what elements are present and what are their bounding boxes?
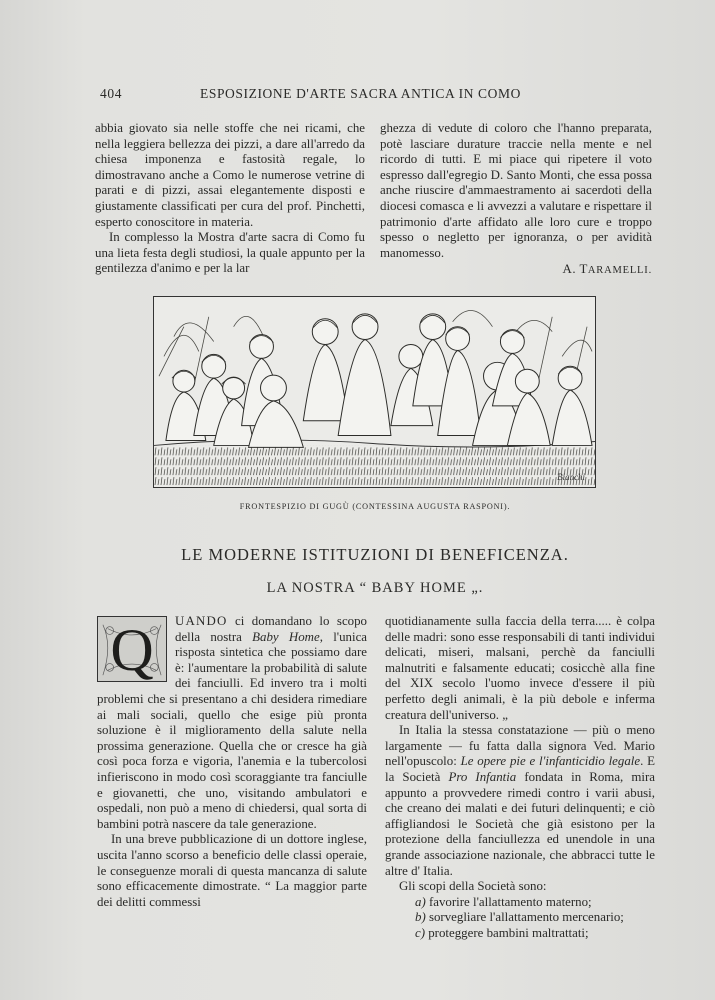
p3-text-b: . E la Società <box>385 754 655 784</box>
author-signature <box>380 262 652 279</box>
lead-word: UANDO <box>175 614 228 628</box>
p1-text-a: ci domandano lo scopo della nostra <box>175 614 367 644</box>
article-subtitle: LA NOSTRA “ BABY HOME „. <box>266 580 484 596</box>
aims-list-item <box>385 910 655 926</box>
list-text: sorvegliare l'allattamento mercenario; <box>425 910 624 925</box>
running-title: ESPOSIZIONE D'ARTE SACRA ANTICA IN COMO <box>200 86 521 101</box>
top-article-column-left <box>95 121 365 277</box>
article-paragraph-2: In una breve pubblicazione di un dottore inglese, uscita l'anno scorso a beneficio delle classi operaie, le conseguenze morali di questa mancanza di salute sono efficacemente dimostrate. “ La maggior parte dei delitti commessi <box>97 832 367 909</box>
list-text: favorire l'allattamento materno; <box>425 894 592 909</box>
aims-list-item <box>385 926 655 942</box>
top-paragraph-2-continued: ghezza di vedute di coloro che l'hanno preparata, potè lasciare durature traccie nella mente e nel ricordo di tutti. E mi piace qui ripetere il voto espresso dall'egregio D. Santo Monti, che essa possa anche riuscire d'ammaestramento ai sacerdoti della diocesi comasca e li avvezzi a valutare e rispettare il patrimonio d'arte affidato alle loro cure e troppo spesso o negletto per ignoranza, o per avidità manomesso. <box>380 121 652 260</box>
article-paragraph-3 <box>385 723 655 879</box>
top-paragraph-1: abbia giovato sia nelle stoffe che nei ricami, che nella leggiera bellezza dei pizzi, a dare all'arredo da chiesa imponenza e fastosità regale, lo dimostravano anche a Como le numerose vetrine di parati e di pizzi, assai elegantemente disposti e giustamente classificati per cura del prof. Pinchetti, esperto conoscitore in materia. <box>95 121 365 229</box>
list-marker: a) <box>415 894 426 909</box>
aims-list <box>385 895 655 942</box>
article-paragraph-2-continued: quotidianamente sulla faccia della terra..... è colpa delle madri: sono esse responsabili di tanti individui delicati, miseri, malsani, perchè da fanciulli malnutriti e falsamente educati; cosicchè alla fine del XIX secolo l'uomo invece d'essere il più perfetto degli animali, è la più debole e inferma creatura dell'universo. „ <box>385 614 655 722</box>
signature-initial: A. T <box>562 262 588 277</box>
aims-list-item <box>385 895 655 911</box>
dropcap-ornament <box>97 616 167 682</box>
children-illustration-drawing <box>154 297 595 487</box>
figure-caption: FRONTESPIZIO DI GUGÙ (CONTESSINA AUGUSTA RASPONI). <box>239 502 511 511</box>
illustration-children <box>153 296 596 488</box>
article-column-right <box>385 614 655 941</box>
artist-signature: Bianchi <box>557 472 586 483</box>
page-number: 404 <box>100 86 123 101</box>
top-article-column-right <box>380 121 652 279</box>
p3-text-a: In Italia la stessa constatazione — più o meno largamente — fu fatta dalla signora Ved. Mario nell'opuscolo: <box>385 723 655 769</box>
list-marker: c) <box>415 925 426 940</box>
article-paragraph-4: Gli scopi della Società sono: <box>399 879 547 894</box>
top-paragraph-2: In complesso la Mostra d'arte sacra di Como fu una lieta festa degli studiosi, la quale appunto per la gentilezza d'animo e per la lar <box>95 230 365 276</box>
p1-italic-baby-home: Baby Home <box>252 629 320 644</box>
p1-text-b: , l'unica risposta sintetica che possiamo dare è: l'aumentare la probabilità di salute dei fanciulli. Ed invero tra i molti problemi che si presentano a chi desidera rimediare ai mali sociali, quello che esige più pronta soluzione è il miglioramento della salute nella prossima generazione. Quella che or cresce ha già così poca forza e vigoria, l'anemia e la tubercolosi infieriscono in modo così scoraggiante tra fanciulle e giovanetti, che uno, visitando ambulatori e ospedali, non può a meno di chiedersi, qual sorta di bambini potrà nascere da tale generazione. <box>97 629 368 831</box>
signature-surname: ARAMELLI. <box>587 265 652 277</box>
article-title: LE MODERNE ISTITUZIONI DI BENEFICENZA. <box>181 545 569 564</box>
list-marker: b) <box>415 910 426 925</box>
list-text: proteggere bambini maltrattati; <box>425 925 589 940</box>
p3-italic-pro-infantia: Pro Infantia <box>448 769 517 784</box>
p3-italic-opuscolo: Le opere pie e l'infanticidio legale <box>460 754 641 769</box>
dropcap-letter: Q <box>110 617 154 683</box>
article-column-left <box>97 614 367 910</box>
p3-text-c: fondata in Roma, mira appunto a provvedere rimedi contro i varii abusi, che creano dei malati e dei futuri delinquenti; e ciò affigliandosi le Società che già esistono per la protezione della fanciullezza ed unendole in una grande associazione nazionale, che abbracci tutte le altre d' Italia. <box>385 769 655 878</box>
